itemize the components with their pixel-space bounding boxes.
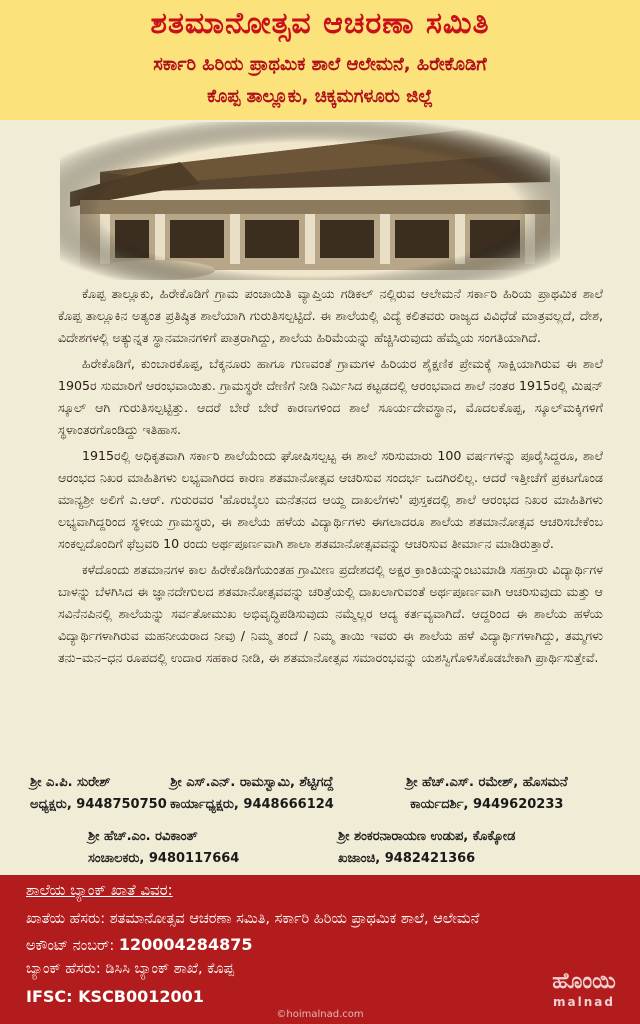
paragraph-4: ಕಳೆದೊಂದು ಶತಮಾನಗಳ ಕಾಲ ಹಿರೇಕೊಡಿಗೆಯಂತಹ ಗ್ರಾಮೀಣ ಪ್ರದೇಶದಲ್ಲಿ ಅಕ್ಷರ ಕ್ರಾಂತಿಯನ್ನುಂಟುಮಾಡಿ ಸಹಸ್ರಾರು ವಿದ್ಯಾರ್ಥಿಗಳ ಬಾಳನ್ನು ಬೆಳಗಿಸಿದ ಈ ಜ್ಞಾನದೇಗುಲದ ಶತಮಾನೋತ್ಸವವನ್ನು ಚರಿತ್ರೆಯಲ್ಲಿ ದಾಖಲಾಗುವಂತೆ ಅರ್ಥಪೂರ್ಣವಾಗಿ ಆಚರಿಸುವುದು ಮತ್ತು ಆ ಸವಿನೆನಪಿನಲ್ಲಿ ಶಾಲೆಯನ್ನು ಸರ್ವತೋಮುಖ ಅಭಿವೃದ್ಧಿಪಡಿಸುವುದು ನಮ್ಮೆಲ್ಲರ ಆದ್ಯ ಕರ್ತವ್ಯವಾಗಿದೆ. ಆದ್ದರಿಂದ ಈ ಶಾಲೆಯ ಹಳೆಯ ವಿದ್ಯಾರ್ಥಿಗಳಾಗಿರುವ ಮಹನೀಯರಾದ ನೀವು / ನಿಮ್ಮ ತಂದೆ / ನಿಮ್ಮ ತಾಯಿ ಇವರು ಈ ಶಾಲೆಯ ಹಳೆ ವಿದ್ಯಾರ್ಥಿಗಳಾಗಿದ್ದು, ತಮ್ಮಗಳು ತನು–ಮನ–ಧನ ರೂಪದಲ್ಲಿ ಉದಾರ ಸಹಕಾರ ನೀಡಿ, ಈ ಶತಮಾನೋತ್ಸವ ಸಮಾರಂಭವನ್ನು ಯಶಸ್ವಿಗೊಳಿಸಿಕೊಡಬೇಕಾಗಿ ಪ್ರಾರ್ಥಿಸುತ್ತೇವೆ.	[58, 562, 603, 665]
signatory-name: ಶ್ರೀ ಹೆಚ್.ಎಸ್. ರಮೇಶ್, ಹೊಸಮನೆ	[406, 775, 568, 790]
signatory-treasurer	[338, 826, 515, 870]
signatory-name: ಶ್ರೀ ಎ.ಪಿ. ಸುರೇಶ್	[30, 775, 111, 790]
page-title: ಶತಮಾನೋತ್ಸವ ಆಚರಣಾ ಸಮಿತಿ	[150, 6, 490, 41]
bank-details	[0, 875, 640, 1024]
paragraph-2: ಹಿರೇಕೊಡಿಗೆ, ಕುಂಬಾರಕೊಪ್ಪ, ಬೆಕ್ಕನೂರು ಹಾಗೂ ಗುಣವಂತೆ ಗ್ರಾಮಗಳ ಹಿರಿಯರ ಶೈಕ್ಷಣಿಕ ಪ್ರೇಮಕ್ಕೆ ಸಾಕ್ಷಿಯಾಗಿರುವ ಈ ಶಾಲೆ 1905ರ ಸುಮಾರಿಗೆ ಆರಂಭವಾಯಿತು. ಗ್ರಾಮಸ್ಥರೇ ದೇಣಿಗೆ ನೀಡಿ ನಿರ್ಮಿಸಿದ ಕಟ್ಟಡದಲ್ಲಿ ಆರಂಭವಾದ ಶಾಲೆ ನಂತರ 1915ರಲ್ಲಿ ಮಿಷನ್ ಸ್ಕೂಲ್ ಆಗಿ ಗುರುತಿಸಲ್ಪಟ್ಟಿತ್ತು. ಆದರೆ ಬೇರೆ ಬೇರೆ ಕಾರಣಗಳಿಂದ ಶಾಲೆ ಸೂರ್ಯದೇವಸ್ಥಾನ, ಮೊದಲಕೊಪ್ಪ, ಸ್ಕೂಲ್‌ಮಕ್ಕಿಗಳಿಗೆ ಸ್ಥಳಾಂತರಗೊಂಡಿದ್ದು ಇತಿಹಾಸ.	[58, 356, 603, 437]
hoimalnad-logo	[542, 954, 626, 1014]
logo-sub-text: malnad	[553, 995, 615, 1009]
account-name-label: ಖಾತೆಯ ಹೆಸರು:	[26, 911, 106, 927]
signatory-president	[30, 772, 167, 816]
signatory-name: ಶ್ರೀ ಶಂಕರನಾರಾಯಣ ಉಡುಪ, ಕೊಕ್ಕೋಡ	[338, 829, 516, 844]
bank-name-line	[26, 961, 234, 977]
signatory-convenor	[88, 826, 239, 870]
paragraph-3: 1915ರಲ್ಲಿ ಅಧಿಕೃತವಾಗಿ ಸರ್ಕಾರಿ ಶಾಲೆಯೆಂದು ಘೋಷಿಸಲ್ಪಟ್ಟ ಈ ಶಾಲೆ ಸರಿಸುಮಾರು 100 ವರ್ಷಗಳನ್ನು ಪೂರೈಸಿದ್ದರೂ, ಶಾಲೆ ಆರಂಭದ ನಿಖರ ಮಾಹಿತಿಗಳು ಲಭ್ಯವಾಗಿರದ ಕಾರಣ ಶತಮಾನೋತ್ಸವ ಆಚರಿಸುವ ಸಂದರ್ಭ ಒದಗಿರಲಿಲ್ಲ. ಆದರೆ ಇತ್ತೀಚೆಗೆ ಪ್ರಕಟಗೊಂಡ ಮಾನ್ಯಶ್ರೀ ಅಲಿಗೆ ಎ.ಆರ್. ಗುರುರವರ 'ಹೊರಬೈಲು ಮನೆತನದ ಆಯ್ದ ದಾಖಲೆಗಳು' ಪುಸ್ತಕದಲ್ಲಿ ಶಾಲೆ ಆರಂಭದ ನಿಖರ ಮಾಹಿತಿಗಳು ಲಭ್ಯವಾಗಿದ್ದರಿಂದ ಸ್ಥಳೀಯ ಗ್ರಾಮಸ್ಥರು, ಈ ಶಾಲೆಯ ಹಳೆಯ ವಿದ್ಯಾರ್ಥಿಗಳು ಈಗಲಾದರೂ ಶಾಲೆಯ ಶತಮಾನೋತ್ಸವ ಆಚರಿಸಬೇಕೆಂಬ ಸಂಕಲ್ಪದೊಂದಿಗೆ ಫೆಬ್ರವರಿ 10 ರಂದು ಅರ್ಥಪೂರ್ಣವಾಗಿ ಶಾಲಾ ಶತಮಾನೋತ್ಸವವನ್ನು ಆಚರಿಸುವ ತೀರ್ಮಾನ ಮಾಡಿರುತ್ತಾರೆ.	[58, 448, 603, 551]
signatory-role: ಖಜಾಂಚಿ, 9482421366	[338, 851, 476, 866]
signatory-role: ಸಂಚಾಲಕರು, 9480117664	[88, 851, 240, 866]
account-name-line	[26, 911, 479, 927]
header	[0, 0, 640, 120]
school-name: ಸರ್ಕಾರಿ ಹಿರಿಯ ಪ್ರಾಥಮಿಕ ಶಾಲೆ ಆಲೇಮನೆ, ಹಿರೇಕೊಡಿಗೆ	[153, 54, 487, 75]
bank-name-label: ಬ್ಯಾಂಕ್ ಹೆಸರು:	[26, 961, 101, 977]
school-location: ಕೊಪ್ಪ ತಾಲ್ಲೂಕು, ಚಿಕ್ಕಮಗಳೂರು ಜಿಲ್ಲೆ	[207, 86, 433, 107]
logo-main-text: ಹೊಂಯಿ	[552, 969, 616, 994]
account-name: ಶತಮಾನೋತ್ಸವ ಆಚರಣಾ ಸಮಿತಿ, ಸರ್ಕಾರಿ ಹಿರಿಯ ಪ್ರಾಥಮಿಕ ಶಾಲೆ, ಆಲೇಮನೆ	[109, 911, 480, 927]
signatory-name: ಶ್ರೀ ಎಸ್.ಎನ್. ರಾಮಸ್ವಾಮಿ, ಶೆಟ್ಟಿಗದ್ದೆ	[170, 775, 334, 790]
bank-title: ಶಾಲೆಯ ಬ್ಯಾಂಕ್ ಖಾತೆ ವಿವರ:	[26, 881, 173, 899]
watermark: ©hoimalnad.com	[276, 1009, 364, 1020]
paragraph-1: ಕೊಪ್ಪ ತಾಲ್ಲೂಕು, ಹಿರೇಕೊಡಿಗೆ ಗ್ರಾಮ ಪಂಚಾಯಿತಿ ವ್ಯಾಪ್ತಿಯ ಗಡಿಕಲ್ ನಲ್ಲಿರುವ ಆಲೇಮನೆ ಸರ್ಕಾರಿ ಹಿರಿಯ ಪ್ರಾಥಮಿಕ ಶಾಲೆ ಕೊಪ್ಪ ತಾಲ್ಲೂಕಿನ ಅತ್ಯಂತ ಪ್ರತಿಷ್ಠಿತ ಶಾಲೆಯಾಗಿ ಗುರುತಿಸಲ್ಪಟ್ಟಿದೆ. ಈ ಶಾಲೆಯಲ್ಲಿ ವಿದ್ಯೆ ಕಲಿತವರು ರಾಜ್ಯದ ವಿವಿಧೆಡೆ ಮಾತ್ರವಲ್ಲದೆ, ದೇಶ, ವಿದೇಶಗಳಲ್ಲಿ ಅತ್ಯುನ್ನತ ಸ್ಥಾನಮಾನಗಳಿಗೆ ಪಾತ್ರರಾಗಿದ್ದು, ಶಾಲೆಯ ಹಿರಿಮೆಯನ್ನು ಹೆಚ್ಚಿಸಿರುವುದು ಹೆಮ್ಮೆಯ ಸಂಗತಿಯಾಗಿದೆ.	[58, 286, 603, 345]
account-number-label: ಅಕೌಂಟ್ ನಂಬರ್:	[26, 938, 115, 954]
signatory-working-president	[170, 772, 334, 816]
account-number: 120004284875	[118, 935, 253, 954]
signatory-name: ಶ್ರೀ ಹೆಚ್.ಎಂ. ರವಿಕಾಂತ್	[88, 829, 198, 844]
school-building-photo	[60, 122, 560, 280]
signatory-role: ಅಧ್ಯಕ್ಷರು, 9448750750	[30, 797, 167, 812]
signatory-role: ಕಾರ್ಯದರ್ಶಿ, 9449620233	[410, 797, 564, 812]
signatory-secretary	[406, 772, 568, 816]
body-text	[58, 283, 603, 673]
bank-name: ಡಿಸಿಸಿ ಬ್ಯಾಂಕ್ ಶಾಖೆ, ಕೊಪ್ಪ	[105, 961, 234, 977]
account-number-line	[26, 935, 252, 954]
signatory-role: ಕಾರ್ಯಾಧ್ಯಕ್ಷರು, 9448666124	[170, 797, 334, 812]
ifsc-code: IFSC: KSCB0012001	[26, 987, 204, 1006]
